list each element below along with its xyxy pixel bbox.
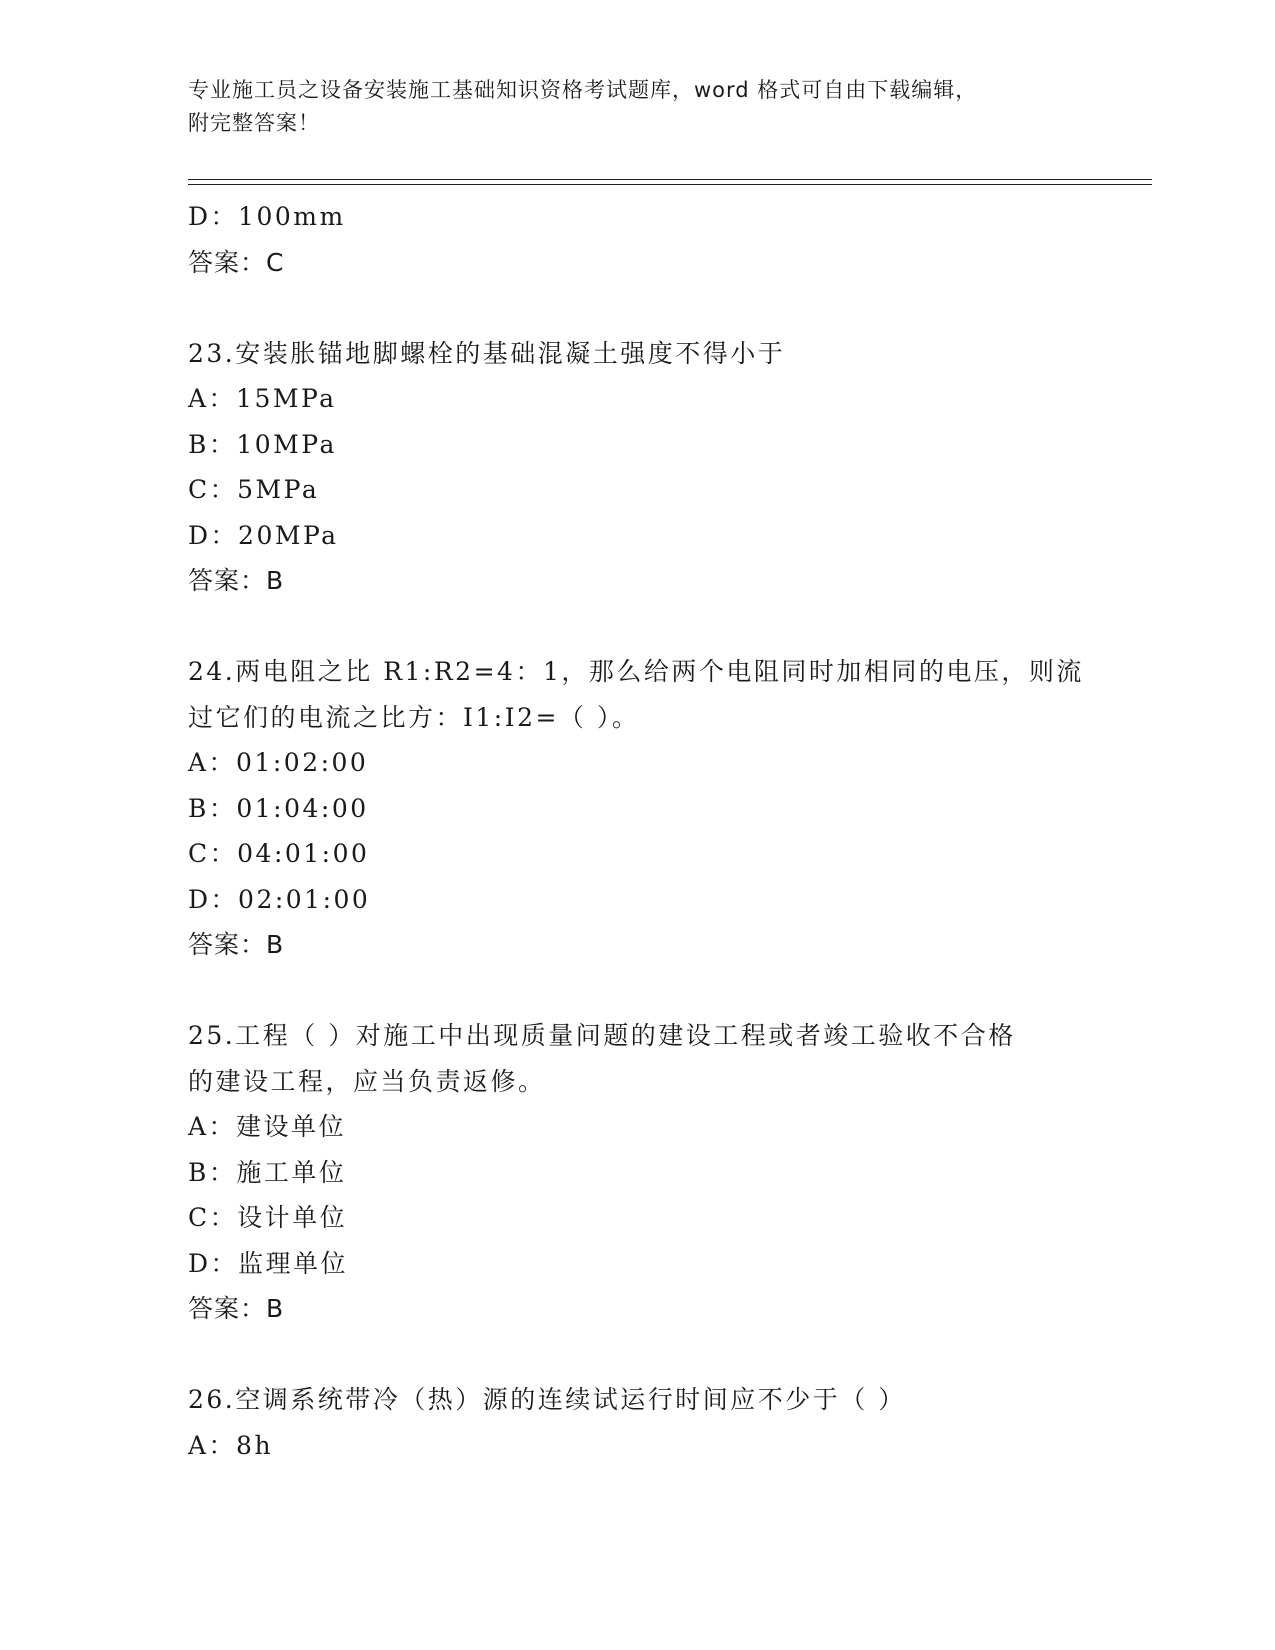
option-c: C：设计单位 bbox=[188, 1203, 348, 1232]
question-stem: 23.安装胀锚地脚螺栓的基础混凝土强度不得小于 bbox=[188, 338, 786, 368]
option-a: A：建设单位 bbox=[188, 1112, 347, 1141]
question-stem: 26.空调系统带冷（热）源的连续试运行时间应不少于（ ） bbox=[188, 1385, 906, 1414]
spacer bbox=[188, 285, 1088, 331]
header-divider-top bbox=[188, 179, 1152, 180]
header-line-1: 专业施工员之设备安装施工基础知识资格考试题库，word 格式可自由下载编辑， bbox=[188, 78, 978, 102]
document-header bbox=[188, 74, 1068, 140]
option-c: C：5MPa bbox=[188, 475, 320, 504]
spacer bbox=[188, 1332, 1088, 1378]
question-stem: 24.两电阻之比 R1:R2=4：1，那么给两个电阻同时加相同的电压，则流 bbox=[188, 657, 1084, 686]
header-divider-bottom bbox=[188, 184, 1152, 185]
question-stem-continued: 过它们的电流之比方：I1:I2=（ ）。 bbox=[188, 702, 640, 732]
question-stem: 25.工程（ ）对施工中出现质量问题的建设工程或者竣工验收不合格 bbox=[188, 1021, 1016, 1050]
option-b: B：10MPa bbox=[188, 429, 337, 459]
option-a: A：8h bbox=[188, 1430, 274, 1460]
option-d: D：100mm bbox=[188, 202, 346, 231]
question-stem-continued: 的建设工程，应当负责返修。 bbox=[188, 1066, 546, 1096]
option-c: C：04:01:00 bbox=[188, 839, 370, 868]
option-a: A：15MPa bbox=[188, 384, 337, 413]
option-b: B：施工单位 bbox=[188, 1157, 347, 1187]
answer-line: 答案：B bbox=[188, 930, 285, 959]
option-d: D：监理单位 bbox=[188, 1248, 349, 1278]
option-b: B：01:04:00 bbox=[188, 793, 369, 823]
question-list bbox=[188, 194, 1088, 1468]
option-d: D：02:01:00 bbox=[188, 884, 371, 914]
answer-line: 答案：B bbox=[188, 566, 285, 595]
spacer bbox=[188, 604, 1088, 650]
answer-line: 答案：B bbox=[188, 1294, 285, 1323]
option-a: A：01:02:00 bbox=[188, 748, 369, 777]
option-d: D：20MPa bbox=[188, 520, 339, 550]
header-line-2: 附完整答案！ bbox=[188, 111, 320, 135]
spacer bbox=[188, 968, 1088, 1014]
answer-line: 答案：C bbox=[188, 247, 285, 277]
